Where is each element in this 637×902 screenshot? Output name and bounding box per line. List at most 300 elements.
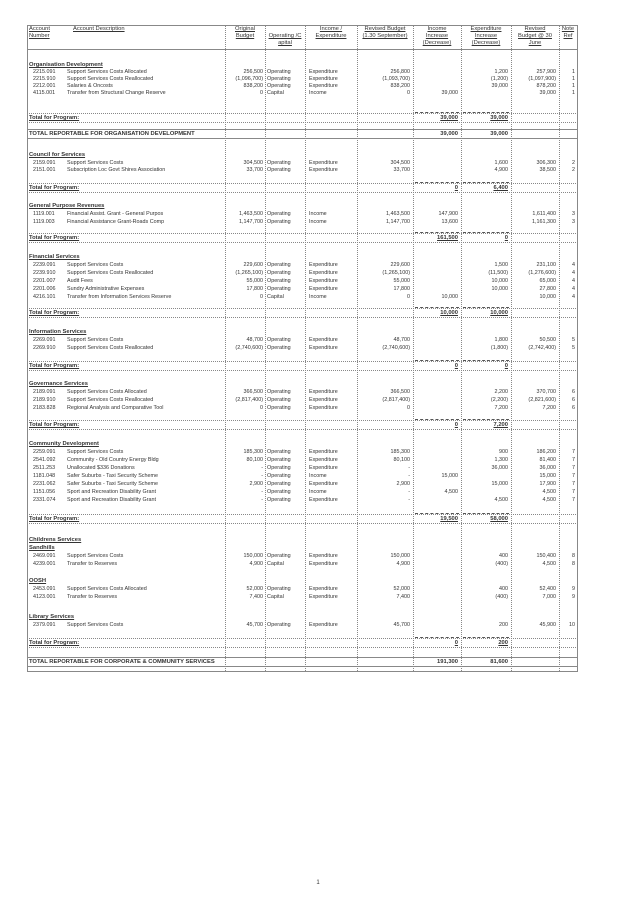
table-cell: Operating <box>267 167 291 173</box>
table-cell: 1,200 <box>494 69 508 75</box>
table-cell: 229,600 <box>390 262 410 268</box>
table-cell: 15,000 <box>539 473 556 479</box>
table-cell: 304,500 <box>390 160 410 166</box>
table-cell: 2159.091 <box>33 160 56 166</box>
program-total-label: Total for Program: <box>29 310 80 316</box>
table-cell: Expenditure <box>309 457 338 463</box>
table-cell: 33,700 <box>393 167 410 173</box>
table-cell: Operating <box>267 553 291 559</box>
section-title: Childrens Services <box>29 537 82 543</box>
header-budget: Budget <box>235 33 255 39</box>
table-cell: (1,097,900) <box>528 76 556 82</box>
table-cell: 4216.101 <box>33 294 56 300</box>
table-cell: 1,600 <box>494 160 508 166</box>
table-cell: 0 <box>260 405 263 411</box>
table-cell: 55,000 <box>246 278 263 284</box>
table-cell: 4,900 <box>249 561 263 567</box>
table-cell: 900 <box>499 449 508 455</box>
section-title: Governance Services <box>29 381 88 387</box>
table-cell: Expenditure <box>309 389 338 395</box>
table-cell: 9 <box>572 594 575 600</box>
table-cell: 1151.056 <box>33 489 56 495</box>
header-revised-date: (1.30 September) <box>362 33 408 39</box>
table-cell: 304,500 <box>243 160 263 166</box>
program-total-label: Total for Program: <box>29 516 80 522</box>
table-cell: (2,742,400) <box>528 345 556 351</box>
table-cell: 2259.091 <box>33 449 56 455</box>
table-cell: Financial Assistance Grant-Roads Comp <box>67 219 165 225</box>
table-cell: Safer Suburbs - Taxi Security Scheme <box>67 481 158 487</box>
table-cell: Transfer from Structural Change Reserve <box>67 90 166 96</box>
section-title: Organisation Development <box>29 62 103 68</box>
table-cell: 13,600 <box>441 219 458 225</box>
header-expenditure: Expenditure <box>315 33 347 39</box>
table-cell: Transfer to Reserves <box>67 561 118 567</box>
table-cell: 2469.091 <box>33 553 56 559</box>
table-cell: 1119.003 <box>33 219 55 225</box>
section-title: Library Services <box>29 614 75 620</box>
table-cell: 6 <box>572 397 575 403</box>
table-cell: 185,300 <box>243 449 263 455</box>
table-cell: 256,800 <box>390 69 410 75</box>
table-cell: 36,000 <box>539 465 556 471</box>
table-cell: Expenditure <box>309 497 338 503</box>
table-cell: Operating <box>267 465 291 471</box>
table-cell: 4,500 <box>542 497 556 503</box>
table-cell: Capital <box>267 294 284 300</box>
table-cell: Expenditure <box>309 345 338 351</box>
table-cell: Operating <box>267 278 291 284</box>
program-total-label: Total for Program: <box>29 115 80 121</box>
table-cell: - <box>408 489 410 495</box>
table-cell: 2201.007 <box>33 278 56 284</box>
program-total-expenditure: 0 <box>504 363 508 369</box>
table-cell: Community - Old Country Energy Bldg <box>67 457 159 463</box>
reportable-total-income: 191,300 <box>437 659 458 665</box>
table-cell: Income <box>309 211 327 217</box>
header-exp-increase: Increase <box>474 33 498 39</box>
program-total-income: 39,000 <box>440 115 458 121</box>
reportable-total-label: TOTAL REPORTABLE FOR CORPORATE & COMMUNITY SERVICES <box>29 659 215 665</box>
table-cell: 1181.048 <box>33 473 56 479</box>
table-cell: Expenditure <box>309 262 338 268</box>
table-cell: 8 <box>572 561 575 567</box>
table-cell: 48,700 <box>393 337 410 343</box>
header-number: Number <box>29 33 50 39</box>
table-cell: 7,400 <box>249 594 263 600</box>
header-income: Income <box>427 26 447 32</box>
table-cell: Expenditure <box>309 160 338 166</box>
table-cell: 10,000 <box>491 278 508 284</box>
table-cell: Operating <box>267 160 291 166</box>
table-cell: 2331.074 <box>33 497 56 503</box>
table-cell: 7,200 <box>494 405 508 411</box>
program-total-expenditure: 200 <box>498 640 508 646</box>
table-cell: 0 <box>260 90 263 96</box>
table-cell: Sport and Recreation Disability Grant <box>67 497 156 503</box>
table-cell: 45,700 <box>393 622 410 628</box>
table-cell: 838,200 <box>243 83 263 89</box>
table-cell: (1,096,700) <box>235 76 263 82</box>
table-cell: 150,000 <box>243 553 263 559</box>
table-cell: Expenditure <box>309 83 338 89</box>
table-cell: - <box>261 465 263 471</box>
table-cell: Expenditure <box>309 405 338 411</box>
table-cell: 1,500 <box>494 262 508 268</box>
table-cell: - <box>261 497 263 503</box>
section-title: Sandhills <box>29 545 55 551</box>
table-cell: Operating <box>267 69 291 75</box>
table-cell: 15,000 <box>491 481 508 487</box>
program-total-label: Total for Program: <box>29 185 80 191</box>
table-cell: 81,400 <box>539 457 556 463</box>
table-cell: Expenditure <box>309 167 338 173</box>
table-cell: Income <box>309 473 327 479</box>
table-cell: Support Services Costs Reallocated <box>67 397 154 403</box>
table-cell: 4,500 <box>444 489 458 495</box>
table-cell: Operating <box>267 481 291 487</box>
table-cell: (1,800) <box>490 345 508 351</box>
table-cell: Support Services Costs <box>67 262 124 268</box>
table-cell: Operating <box>267 397 291 403</box>
table-cell: 80,100 <box>393 457 410 463</box>
table-cell: - <box>261 489 263 495</box>
table-cell: Sundry Administrative Expenses <box>67 286 145 292</box>
section-title: Council for Services <box>29 152 86 158</box>
table-cell: Capital <box>267 561 284 567</box>
table-cell: Salaries & Oncosts <box>67 83 113 89</box>
table-cell: 838,200 <box>390 83 410 89</box>
table-cell: 80,100 <box>246 457 263 463</box>
table-cell: 186,200 <box>536 449 556 455</box>
reportable-total-expenditure: 39,000 <box>490 131 508 137</box>
table-cell: Operating <box>267 337 291 343</box>
program-total-expenditure: 10,000 <box>490 310 508 316</box>
table-cell: Operating <box>267 622 291 628</box>
table-cell: Income <box>309 294 327 300</box>
table-cell: 7,000 <box>542 594 556 600</box>
table-cell: 2189.091 <box>33 389 56 395</box>
table-cell: 10,000 <box>441 294 458 300</box>
table-cell: 39,000 <box>539 90 556 96</box>
table-cell: 4 <box>572 294 575 300</box>
table-cell: Unallocated $336 Donations <box>67 465 135 471</box>
header-note: Note <box>561 26 575 32</box>
header-june: June <box>528 40 542 46</box>
table-cell: Operating <box>267 262 291 268</box>
header-account: Account <box>29 26 50 32</box>
table-cell: (2,821,600) <box>528 397 556 403</box>
table-cell: - <box>261 473 263 479</box>
table-cell: (2,740,600) <box>235 345 263 351</box>
table-cell: 7 <box>572 489 575 495</box>
budget-table <box>27 25 578 671</box>
table-cell: Capital <box>267 90 284 96</box>
program-total-income: 0 <box>454 640 458 646</box>
table-cell: 2239.091 <box>33 262 56 268</box>
table-cell: Operating <box>267 449 291 455</box>
table-cell: Operating <box>267 219 291 225</box>
table-cell: (1,265,100) <box>382 270 410 276</box>
table-cell: 45,700 <box>246 622 263 628</box>
table-cell: Audit Fees <box>67 278 93 284</box>
table-cell: 4 <box>572 270 575 276</box>
table-cell: (1,276,600) <box>528 270 556 276</box>
table-cell: Support Services Costs <box>67 337 124 343</box>
table-cell: Expenditure <box>309 278 338 284</box>
table-cell: 3 <box>572 211 575 217</box>
table-cell: 1119.001 <box>33 211 55 217</box>
table-cell: 1 <box>572 83 575 89</box>
table-cell: Expenditure <box>309 449 338 455</box>
table-cell: Expenditure <box>309 397 338 403</box>
program-total-income: 0 <box>454 363 458 369</box>
table-cell: Operating <box>267 286 291 292</box>
table-cell: Expenditure <box>309 553 338 559</box>
table-cell: Support Services Costs Allocated <box>67 586 147 592</box>
table-cell: Operating <box>267 473 291 479</box>
table-cell: 27,800 <box>539 286 556 292</box>
table-cell: Operating <box>267 76 291 82</box>
program-total-income: 0 <box>454 185 458 191</box>
table-cell: 1,800 <box>494 337 508 343</box>
table-cell: 5 <box>572 337 575 343</box>
table-cell: Expenditure <box>309 594 338 600</box>
table-cell: 2215.091 <box>33 69 56 75</box>
table-cell: 55,000 <box>393 278 410 284</box>
table-cell: 366,500 <box>243 389 263 395</box>
table-cell: 0 <box>260 294 263 300</box>
table-cell: - <box>408 465 410 471</box>
table-cell: 1,147,700 <box>386 219 410 225</box>
program-total-label: Total for Program: <box>29 422 80 428</box>
table-cell: 370,700 <box>536 389 556 395</box>
table-cell: 4,500 <box>542 489 556 495</box>
table-cell: 65,000 <box>539 278 556 284</box>
program-total-expenditure: 58,000 <box>490 516 508 522</box>
reportable-total-expenditure: 81,600 <box>490 659 508 665</box>
table-cell: Operating <box>267 345 291 351</box>
table-cell: 4,900 <box>396 561 410 567</box>
program-total-expenditure: 7,200 <box>493 422 508 428</box>
table-cell: 2453.091 <box>33 586 56 592</box>
header-revised-budget: Revised Budget <box>364 26 406 32</box>
table-cell: 4,500 <box>542 561 556 567</box>
table-cell: Support Services Costs Allocated <box>67 69 147 75</box>
header-revised: Revised <box>524 26 546 32</box>
program-total-expenditure: 6,400 <box>493 185 508 191</box>
table-cell: 1 <box>572 90 575 96</box>
table-cell: 38,500 <box>539 167 556 173</box>
table-cell: Support Services Costs <box>67 553 124 559</box>
table-cell: 2212.001 <box>33 83 56 89</box>
table-cell: Operating <box>267 270 291 276</box>
table-cell: Operating <box>267 405 291 411</box>
table-cell: 150,400 <box>536 553 556 559</box>
table-cell: (11,500) <box>488 270 508 276</box>
table-cell: Expenditure <box>309 561 338 567</box>
table-cell: 2 <box>572 160 575 166</box>
table-cell: 2511.253 <box>33 465 56 471</box>
table-cell: 1 <box>572 76 575 82</box>
table-cell: (400) <box>495 594 508 600</box>
table-cell: 1,161,300 <box>532 219 556 225</box>
table-cell: 4239.001 <box>33 561 56 567</box>
program-total-income: 0 <box>454 422 458 428</box>
table-cell: 2,900 <box>249 481 263 487</box>
table-cell: 257,900 <box>536 69 556 75</box>
table-cell: 17,800 <box>393 286 410 292</box>
header-exp-decrease: (Decrease) <box>471 40 501 46</box>
table-cell: 1,463,500 <box>386 211 410 217</box>
table-cell: 2183.828 <box>33 405 56 411</box>
section-title: Community Development <box>29 441 99 447</box>
reportable-total-label: TOTAL REPORTABLE FOR ORGANISATION DEVELOPMENT <box>29 131 195 137</box>
table-cell: 0 <box>407 405 410 411</box>
table-cell: 2541.092 <box>33 457 56 463</box>
table-cell: 185,300 <box>390 449 410 455</box>
table-cell: 50,500 <box>539 337 556 343</box>
table-cell: 7 <box>572 449 575 455</box>
table-cell: Expenditure <box>309 76 338 82</box>
table-cell: 7 <box>572 465 575 471</box>
table-cell: (1,200) <box>490 76 508 82</box>
table-cell: Support Services Costs <box>67 449 124 455</box>
table-cell: Income <box>309 489 327 495</box>
table-cell: 5 <box>572 345 575 351</box>
page-number: 1 <box>316 880 320 886</box>
table-cell: 200 <box>499 622 508 628</box>
table-cell: 229,600 <box>243 262 263 268</box>
table-cell: Support Services Costs <box>67 160 124 166</box>
table-cell: 45,900 <box>539 622 556 628</box>
table-cell: Financial Assist. Grant - General Purpos <box>67 211 164 217</box>
table-cell: 2201.006 <box>33 286 56 292</box>
header-budget-at: Budget @ 30 <box>518 33 552 39</box>
header-exp: Expenditure <box>470 26 502 32</box>
header-operating: Operating /C <box>268 33 302 39</box>
table-cell: Expenditure <box>309 586 338 592</box>
table-cell: 147,900 <box>438 211 458 217</box>
table-cell: 9 <box>572 586 575 592</box>
table-cell: Operating <box>267 83 291 89</box>
table-cell: Operating <box>267 586 291 592</box>
table-cell: 4 <box>572 278 575 284</box>
table-cell: 2,200 <box>494 389 508 395</box>
header-original: Original <box>235 26 255 32</box>
program-total-label: Total for Program: <box>29 640 80 646</box>
table-cell: 2239.910 <box>33 270 56 276</box>
table-cell: Operating <box>267 489 291 495</box>
reportable-total-income: 39,000 <box>440 131 458 137</box>
table-cell: 2269.910 <box>33 345 56 351</box>
header-ref: Ref <box>563 33 573 39</box>
table-cell: Expenditure <box>309 622 338 628</box>
table-cell: 39,000 <box>441 90 458 96</box>
table-cell: 1,463,500 <box>239 211 263 217</box>
table-cell: 17,900 <box>539 481 556 487</box>
table-cell: 231,100 <box>536 262 556 268</box>
table-cell: 52,000 <box>393 586 410 592</box>
table-cell: 2 <box>572 167 575 173</box>
table-cell: 7 <box>572 497 575 503</box>
table-cell: 7 <box>572 473 575 479</box>
table-cell: Support Services Costs Reallocated <box>67 270 154 276</box>
table-cell: 0 <box>407 294 410 300</box>
header-income-slash: Income / <box>319 26 343 32</box>
table-cell: - <box>408 497 410 503</box>
table-cell: 2379.091 <box>33 622 56 628</box>
table-cell: (2,817,400) <box>235 397 263 403</box>
table-cell: 4 <box>572 286 575 292</box>
table-cell: Support Services Costs Allocated <box>67 389 147 395</box>
table-cell: 2215.910 <box>33 76 56 82</box>
table-cell: Income <box>309 90 327 96</box>
table-cell: 7,200 <box>542 405 556 411</box>
table-cell: Expenditure <box>309 481 338 487</box>
table-cell: 7 <box>572 457 575 463</box>
table-cell: 366,500 <box>390 389 410 395</box>
table-cell: 39,000 <box>491 83 508 89</box>
table-cell: 6 <box>572 389 575 395</box>
table-cell: 400 <box>499 553 508 559</box>
section-title: Information Services <box>29 329 87 335</box>
table-cell: 2,900 <box>396 481 410 487</box>
table-cell: 878,200 <box>536 83 556 89</box>
table-cell: 52,000 <box>246 586 263 592</box>
table-cell: Expenditure <box>309 465 338 471</box>
table-cell: - <box>408 473 410 479</box>
table-cell: (1,093,700) <box>382 76 410 82</box>
section-title: Financial Services <box>29 254 80 260</box>
table-cell: (1,265,100) <box>235 270 263 276</box>
program-total-label: Total for Program: <box>29 363 80 369</box>
table-cell: 2269.091 <box>33 337 56 343</box>
table-cell: Operating <box>267 457 291 463</box>
header-income-decrease: (Decrease) <box>422 40 452 46</box>
table-cell: 150,000 <box>390 553 410 559</box>
table-cell: 4,900 <box>494 167 508 173</box>
program-total-income: 161,500 <box>437 235 458 241</box>
table-cell: 4,500 <box>494 497 508 503</box>
table-cell: Expenditure <box>309 69 338 75</box>
header-income-increase: Increase <box>425 33 449 39</box>
table-cell: 256,500 <box>243 69 263 75</box>
table-cell: 17,800 <box>246 286 263 292</box>
table-cell: Safer Suburbs - Taxi Security Scheme <box>67 473 158 479</box>
table-cell: 3 <box>572 219 575 225</box>
table-cell: 1 <box>572 69 575 75</box>
table-cell: 10,000 <box>491 286 508 292</box>
table-cell: 10 <box>569 622 575 628</box>
table-cell: 4115.001 <box>33 90 56 96</box>
table-cell: Expenditure <box>309 286 338 292</box>
table-cell: Sport and Recreation Disability Grant <box>67 489 156 495</box>
table-cell: 2189.910 <box>33 397 56 403</box>
table-cell: 1,147,700 <box>239 219 263 225</box>
table-cell: 52,400 <box>539 586 556 592</box>
table-cell: 10,000 <box>539 294 556 300</box>
table-cell: 36,000 <box>491 465 508 471</box>
table-cell: (400) <box>495 561 508 567</box>
table-cell: Subscription Loc Govt Shires Association <box>67 167 166 173</box>
table-cell: Expenditure <box>309 337 338 343</box>
table-cell: Support Services Costs Reallocated <box>67 76 154 82</box>
table-cell: Expenditure <box>309 270 338 276</box>
program-total-income: 10,000 <box>440 310 458 316</box>
table-cell: 2231.062 <box>33 481 56 487</box>
table-cell: Regional Analysis and Comparative Tool <box>67 405 164 411</box>
